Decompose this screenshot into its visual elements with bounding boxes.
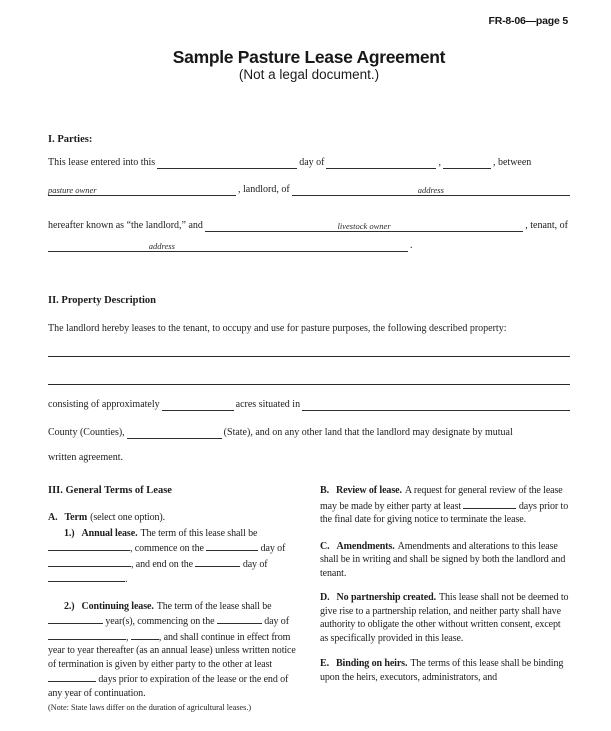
parties-line-tenant	[48, 218, 584, 232]
term-a1-text5: day of	[242, 558, 268, 570]
term-c-text: Amendments and alterations to this lease shall be in writing and shall be signed by both the landlord and tenant.	[320, 540, 566, 579]
term-c-label: C.	[320, 540, 330, 552]
tenant-address-blank	[48, 240, 408, 252]
terms-columns	[48, 484, 570, 713]
terms-left-column	[48, 484, 296, 713]
term-a1-text2: , commence on the	[130, 543, 204, 554]
section-heading-parties: I. Parties:	[48, 134, 93, 145]
section-heading-terms: III. General Terms of Lease	[48, 485, 172, 496]
parties-line-date-text1: This lease entered into this	[48, 157, 156, 168]
property-line-acres-text1: consisting of approximately	[48, 399, 160, 410]
landlord-address-label: address	[417, 185, 444, 195]
location-blank	[302, 399, 570, 411]
term-a1-text3: day of	[260, 543, 286, 554]
terms-right-column	[320, 484, 570, 713]
continuing-years-blank	[48, 613, 103, 624]
term-a2-continuing-lease	[48, 600, 296, 701]
term-b-text2: days prior to the final date for giving notice to terminate the lease.	[320, 500, 569, 525]
parties-line-landlord-text: , landlord, of	[238, 184, 290, 195]
parties-line-date-text4: , between	[492, 157, 532, 168]
parties-line-tenant-text2: , tenant, of	[525, 220, 568, 231]
parties-line-tenant-text1: hereafter known as “the landlord,” and	[48, 220, 203, 231]
pasture-owner-blank	[48, 184, 236, 196]
term-a2-text3: day of	[264, 616, 289, 627]
term-a2-text4: ,	[126, 631, 129, 643]
term-d-text: This lease shall not be deemed to give rise to a partnership relation, and neither party shall have authority to obligate the other without written consent, except as specifically provided in this lease.	[320, 592, 569, 644]
property-line-acres-text2: acres situated in	[235, 399, 301, 410]
livestock-owner-blank	[205, 220, 523, 232]
parties-line-landlord	[48, 182, 570, 196]
term-d-title: No partnership created.	[336, 592, 436, 603]
term-c-amendments	[320, 540, 570, 581]
annual-start-month-blank	[48, 556, 131, 567]
term-c-title: Amendments.	[336, 540, 395, 552]
document-subtitle: (Not a legal document.)	[238, 67, 380, 82]
year-blank	[443, 157, 491, 169]
property-line-county-text2: (State), and on any other land that the landlord may designate by mutual	[223, 427, 513, 438]
parties-line-date-text2: day of	[299, 157, 325, 168]
property-description-blank-2	[48, 384, 570, 385]
term-a1-annual-lease	[48, 527, 296, 587]
continuing-notice-days-blank	[48, 671, 96, 682]
continuing-start-day-blank	[217, 613, 262, 624]
review-days-blank	[463, 498, 516, 509]
term-a1-text1: The term of this lease shall be	[140, 527, 258, 539]
term-a-label: A.	[48, 512, 58, 523]
property-intro: The landlord hereby leases to the tenant, to occupy and use for pasture purposes, the following described property:	[48, 323, 507, 334]
property-line-county-text1: County (Counties),	[48, 427, 125, 438]
parties-line-tenant-address-period: .	[410, 240, 413, 251]
section-heading-property: II. Property Description	[48, 295, 156, 306]
annual-end-day-blank	[195, 556, 240, 567]
term-a-title: Term	[64, 512, 88, 523]
parties-line-tenant-address	[48, 238, 570, 252]
term-d-no-partnership	[320, 591, 570, 645]
landlord-address-blank	[292, 184, 570, 196]
term-a2-text2: year(s), commencing on the	[105, 616, 215, 627]
pasture-owner-label: pasture owner	[48, 185, 97, 195]
term-a1-title: Annual lease.	[81, 527, 138, 539]
page-reference: FR-8-06—page 5	[488, 15, 568, 27]
annual-term-blank	[48, 540, 130, 551]
term-a1-text6: .	[125, 574, 128, 585]
document-title: Sample Pasture Lease Agreement	[172, 47, 446, 67]
property-description-blank-1	[48, 356, 570, 357]
livestock-owner-label: livestock owner	[337, 221, 391, 231]
annual-start-day-blank	[206, 540, 258, 551]
term-a-heading	[48, 511, 296, 525]
term-a2-text5: , and shall continue in effect from year to year thereafter (as an annual lease) unless written notice of termination is given by either party to the other at least	[48, 631, 296, 670]
property-line-county	[48, 425, 570, 439]
property-line-written-agreement: written agreement.	[48, 452, 123, 463]
term-e-binding-on-heirs	[320, 657, 570, 684]
tenant-address-label: address	[148, 241, 175, 251]
term-a2-text1: The term of the lease shall be	[156, 600, 272, 612]
acres-blank	[162, 399, 234, 411]
continuing-start-month-blank	[48, 629, 126, 640]
state-blank	[127, 427, 222, 439]
term-a1-text4: , and end on the	[131, 558, 193, 570]
term-b-label: B.	[320, 485, 329, 496]
term-a1-number: 1.)	[64, 527, 75, 539]
month-blank	[326, 157, 436, 169]
parties-line-date-text3: ,	[438, 157, 441, 168]
state-laws-note: (Note: State laws differ on the duration of agricultural leases.)	[48, 703, 252, 712]
parties-line-date	[48, 155, 570, 169]
term-b-review-of-lease	[320, 484, 570, 527]
continuing-start-year-blank	[131, 629, 159, 640]
property-line-acres	[48, 397, 570, 411]
term-a-rest: (select one option).	[90, 512, 166, 523]
term-b-title: Review of lease.	[335, 485, 402, 496]
term-e-label: E.	[320, 658, 329, 669]
term-d-label: D.	[320, 592, 330, 603]
day-of-month-blank	[157, 157, 297, 169]
term-e-title: Binding on heirs.	[335, 658, 408, 669]
term-e-text: The terms of this lease shall be binding upon the heirs, executors, administrators, and	[320, 658, 564, 683]
term-a2-text6: days prior to expiration of the lease or the end of any year of continuation.	[48, 674, 289, 699]
term-b-text1: A request for general review of the lease may be made by either party at least	[320, 485, 563, 512]
term-a2-title: Continuing lease.	[81, 600, 154, 612]
annual-end-month-blank	[48, 571, 125, 582]
term-a2-number: 2.)	[64, 600, 75, 612]
